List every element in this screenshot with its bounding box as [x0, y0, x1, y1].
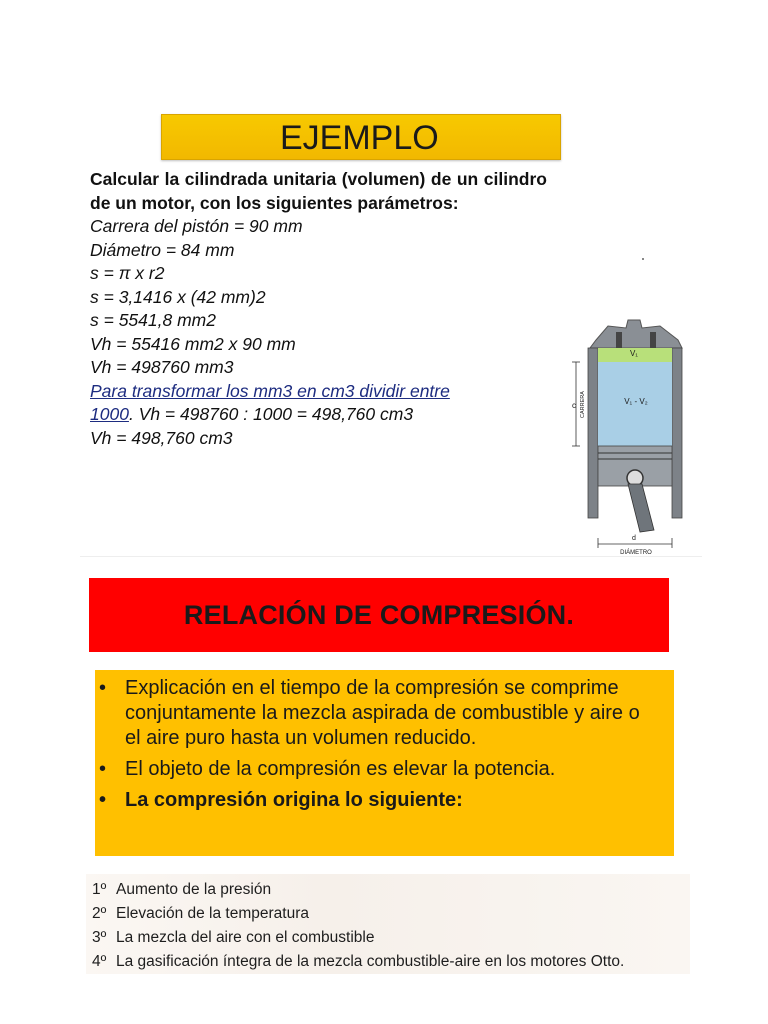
problem-result: Vh = 498,760 cm3: [90, 427, 233, 448]
conversion-divisor: 1000: [90, 404, 129, 424]
problem-line: s = 5541,8 mm2: [90, 310, 216, 330]
problem-intro: Calcular la cilindrada unitaria (volumen) de un cilindro de un motor, con los siguientes parámetros:: [90, 169, 547, 213]
label-v1-v2: V₁ - V₂: [624, 397, 648, 406]
effect-number: 1º: [92, 881, 107, 898]
effect-text: La gasificación íntegra de la mezcla combustible-aire en los motores Otto.: [116, 953, 625, 970]
bullet-item: • Explicación en el tiempo de la compresión se comprime conjuntamente la mezcla aspirada de combustible y aire o el aire puro hasta un volumen reducido.: [125, 676, 658, 751]
problem-statement: [90, 168, 547, 450]
conversion-formula: . Vh = 498760 : 1000 = 498,760 cm3: [128, 404, 414, 424]
relacion-title: RELACIÓN DE COMPRESIÓN.: [89, 578, 669, 652]
effect-text: Elevación de la temperatura: [116, 905, 310, 922]
section-divider: [80, 556, 702, 557]
effect-item: [86, 950, 690, 974]
conversion-note: Para transformar los mm3 en cm3 dividir entre: [90, 380, 450, 401]
bullet-item: • El objeto de la compresión es elevar la potencia.: [125, 757, 658, 782]
problem-line: s = π x r2: [90, 263, 165, 283]
problem-line: Vh = 498760 mm3: [90, 357, 234, 377]
effect-number: 4º: [92, 953, 107, 970]
effect-item: [86, 926, 690, 950]
effect-text: Aumento de la presión: [116, 881, 272, 898]
stray-dot: [642, 258, 644, 260]
problem-line: Carrera del pistón = 90 mm: [90, 216, 303, 236]
effects-list: [86, 874, 690, 974]
effect-text: La mezcla del aire con el combustible: [116, 929, 375, 946]
label-diametro: DIÁMETRO: [620, 550, 652, 556]
problem-line: s = 3,1416 x (42 mm)2: [90, 286, 266, 307]
ejemplo-title: EJEMPLO: [161, 114, 561, 160]
label-carrera: CARRERA: [580, 391, 586, 418]
bullet-item: • La compresión origina lo siguiente:: [125, 788, 658, 813]
explanation-box: [95, 670, 674, 856]
effect-number: 3º: [92, 929, 107, 946]
problem-line: Vh = 55416 mm2 x 90 mm: [90, 333, 296, 354]
label-v1: V₁: [629, 349, 639, 358]
conversion-calc: [90, 403, 547, 427]
effect-item: [86, 902, 690, 926]
label-c: c: [572, 401, 576, 410]
label-d: d: [632, 535, 636, 542]
explanation-list: [125, 676, 658, 813]
problem-line: Diámetro = 84 mm: [90, 239, 235, 260]
cylinder-diagram: [568, 318, 702, 558]
effect-item: [86, 878, 690, 902]
effect-number: 2º: [92, 905, 107, 922]
